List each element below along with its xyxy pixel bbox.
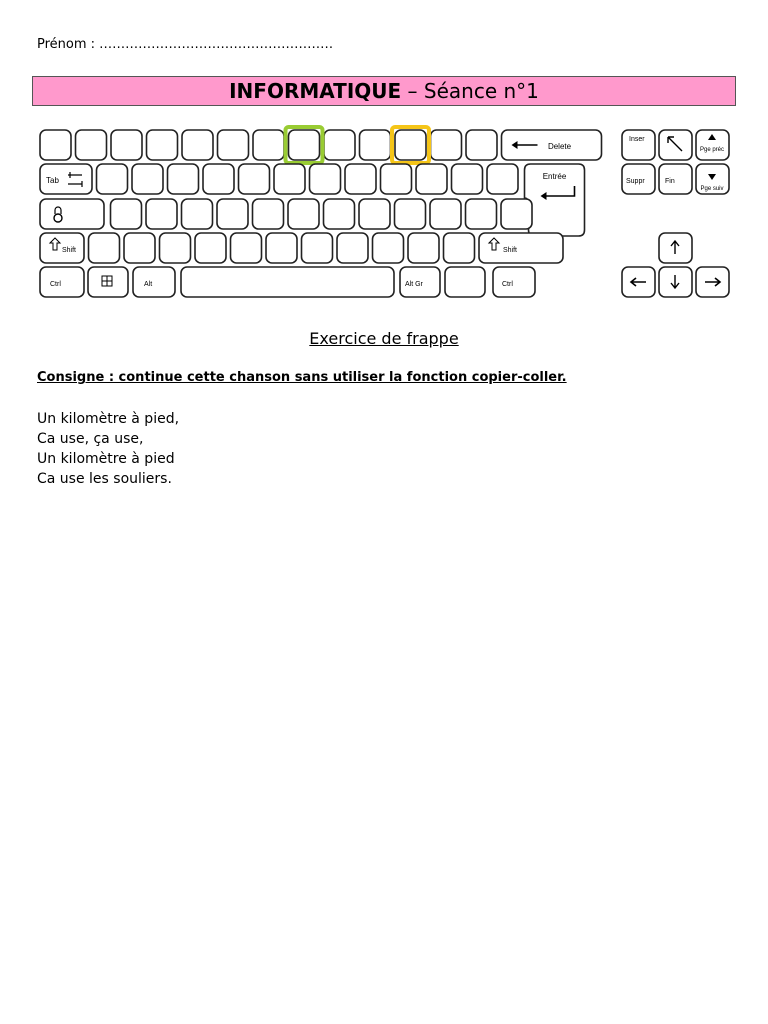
song-line-4: Ca use les souliers. xyxy=(37,471,172,487)
key-row2-8 xyxy=(381,164,412,194)
key-cap xyxy=(452,164,483,194)
key-row1-6 xyxy=(253,130,284,160)
key-cap xyxy=(289,130,320,160)
key-cap xyxy=(345,164,376,194)
key-row2-4 xyxy=(239,164,270,194)
key-row1-0 xyxy=(40,130,71,160)
key-row3-4 xyxy=(253,199,284,229)
key-cap xyxy=(274,164,305,194)
key-row2-3 xyxy=(203,164,234,194)
key-row4-2 xyxy=(160,233,191,263)
key-cap xyxy=(76,130,107,160)
key-cap xyxy=(622,130,655,160)
key-alt-label: Alt xyxy=(144,281,153,288)
key-row3-11 xyxy=(501,199,532,229)
key-blank xyxy=(445,267,485,297)
key-shift-label: Shift xyxy=(62,247,77,254)
key-row1-10 xyxy=(395,130,426,160)
key-row3-8 xyxy=(395,199,426,229)
key-row2-0 xyxy=(97,164,128,194)
key-cap xyxy=(659,164,692,194)
key-cap xyxy=(337,233,368,263)
title-subject: INFORMATIQUE xyxy=(229,79,402,103)
key-row3-3 xyxy=(217,199,248,229)
key-fin-label: Fin xyxy=(665,178,675,185)
key-row3-7 xyxy=(359,199,390,229)
key-row1-1 xyxy=(76,130,107,160)
key-cap xyxy=(89,233,120,263)
key-cap xyxy=(146,199,177,229)
key-cap xyxy=(97,164,128,194)
key-row3-6 xyxy=(324,199,355,229)
key-cap xyxy=(195,233,226,263)
key-cap xyxy=(147,130,178,160)
key-pageup-label: Pge préc xyxy=(699,147,725,153)
key-cap xyxy=(310,164,341,194)
key-cap xyxy=(266,233,297,263)
key-cap xyxy=(696,130,729,160)
key-cap xyxy=(466,199,497,229)
key-cap xyxy=(111,199,142,229)
prenom-field: Prénom : ……………………………………………… xyxy=(37,37,334,52)
key-cap xyxy=(416,164,447,194)
key-cap xyxy=(324,199,355,229)
key-capslock xyxy=(40,199,104,229)
key-cap xyxy=(239,164,270,194)
key-pageup xyxy=(696,130,729,160)
key-space xyxy=(181,267,394,297)
key-cap xyxy=(217,199,248,229)
page-title xyxy=(32,76,736,106)
key-cap xyxy=(231,233,262,263)
title-session: – Séance n°1 xyxy=(401,79,539,103)
key-cap xyxy=(203,164,234,194)
key-cap xyxy=(288,199,319,229)
key-row4-7 xyxy=(337,233,368,263)
key-row2-5 xyxy=(274,164,305,194)
key-row2-10 xyxy=(452,164,483,194)
key-fin xyxy=(659,164,692,194)
key-cap xyxy=(431,130,462,160)
key-cap xyxy=(181,267,394,297)
key-row4-10 xyxy=(444,233,475,263)
key-enter-label: Entrée xyxy=(542,172,567,181)
song-line-3: Un kilomètre à pied xyxy=(37,451,175,467)
key-cap xyxy=(40,267,84,297)
key-row2-1 xyxy=(132,164,163,194)
key-row1-3 xyxy=(147,130,178,160)
key-cap xyxy=(302,233,333,263)
key-inser xyxy=(622,130,655,160)
key-row2-11 xyxy=(487,164,518,194)
key-cap xyxy=(444,233,475,263)
key-row1-8 xyxy=(324,130,355,160)
key-suppr-label: Suppr xyxy=(626,178,645,185)
key-row3-2 xyxy=(182,199,213,229)
key-tab-label: Tab xyxy=(46,176,59,185)
key-cap xyxy=(395,199,426,229)
key-row1-7 xyxy=(289,130,320,160)
key-row1-4 xyxy=(182,130,213,160)
key-cap xyxy=(111,130,142,160)
song-text xyxy=(37,409,179,489)
key-cap xyxy=(381,164,412,194)
key-row1-11 xyxy=(431,130,462,160)
key-row1-12 xyxy=(466,130,497,160)
key-cap xyxy=(501,199,532,229)
key-cap xyxy=(133,267,175,297)
key-row1-2 xyxy=(111,130,142,160)
key-row2-2 xyxy=(168,164,199,194)
key-cap xyxy=(373,233,404,263)
key-cap xyxy=(40,130,71,160)
key-cap xyxy=(88,267,128,297)
key-cap xyxy=(40,199,104,229)
exercise-instruction: Consigne : continue cette chanson sans utiliser la fonction copier-coller. xyxy=(37,370,567,385)
key-cap xyxy=(359,199,390,229)
key-inser-label: Inser xyxy=(629,136,645,143)
key-row4-9 xyxy=(408,233,439,263)
key-cap xyxy=(493,267,535,297)
key-cap xyxy=(182,199,213,229)
key-cap xyxy=(168,164,199,194)
key-row3-10 xyxy=(466,199,497,229)
key-row4-3 xyxy=(195,233,226,263)
song-line-2: Ca use, ça use, xyxy=(37,431,144,447)
key-cap xyxy=(253,199,284,229)
key-altgr-label: Alt Gr xyxy=(405,281,423,288)
key-row3-9 xyxy=(430,199,461,229)
key-row4-5 xyxy=(266,233,297,263)
key-cap xyxy=(124,233,155,263)
key-cap xyxy=(430,199,461,229)
key-row4-1 xyxy=(124,233,155,263)
key-row4-8 xyxy=(373,233,404,263)
key-cap xyxy=(360,130,391,160)
key-shift-right-label: Shift xyxy=(503,247,518,254)
song-line-1: Un kilomètre à pied, xyxy=(37,411,180,427)
key-cap xyxy=(218,130,249,160)
key-row2-7 xyxy=(345,164,376,194)
key-row3-1 xyxy=(146,199,177,229)
key-row2-9 xyxy=(416,164,447,194)
key-ctrl-left xyxy=(40,267,84,297)
key-cap xyxy=(466,130,497,160)
key-cap xyxy=(395,130,426,160)
key-row4-4 xyxy=(231,233,262,263)
key-row2-6 xyxy=(310,164,341,194)
key-row1-9 xyxy=(360,130,391,160)
key-cap xyxy=(408,233,439,263)
key-delete-label: Delete xyxy=(547,142,572,151)
key-cap xyxy=(182,130,213,160)
key-row4-6 xyxy=(302,233,333,263)
key-cap xyxy=(324,130,355,160)
key-cap xyxy=(445,267,485,297)
key-ctrl-label: Ctrl xyxy=(50,281,61,288)
exercise-title: Exercice de frappe xyxy=(309,329,459,348)
key-row4-0 xyxy=(89,233,120,263)
key-row3-5 xyxy=(288,199,319,229)
key-cap xyxy=(160,233,191,263)
key-cap xyxy=(253,130,284,160)
keyboard-diagram xyxy=(36,122,732,302)
key-windows xyxy=(88,267,128,297)
key-cap xyxy=(487,164,518,194)
key-ctrl-right xyxy=(493,267,535,297)
key-row1-5 xyxy=(218,130,249,160)
key-pagedown-label: Pge suiv xyxy=(700,186,724,192)
key-row3-0 xyxy=(111,199,142,229)
key-cap xyxy=(132,164,163,194)
key-alt xyxy=(133,267,175,297)
key-ctrl-right-label: Ctrl xyxy=(502,281,513,288)
